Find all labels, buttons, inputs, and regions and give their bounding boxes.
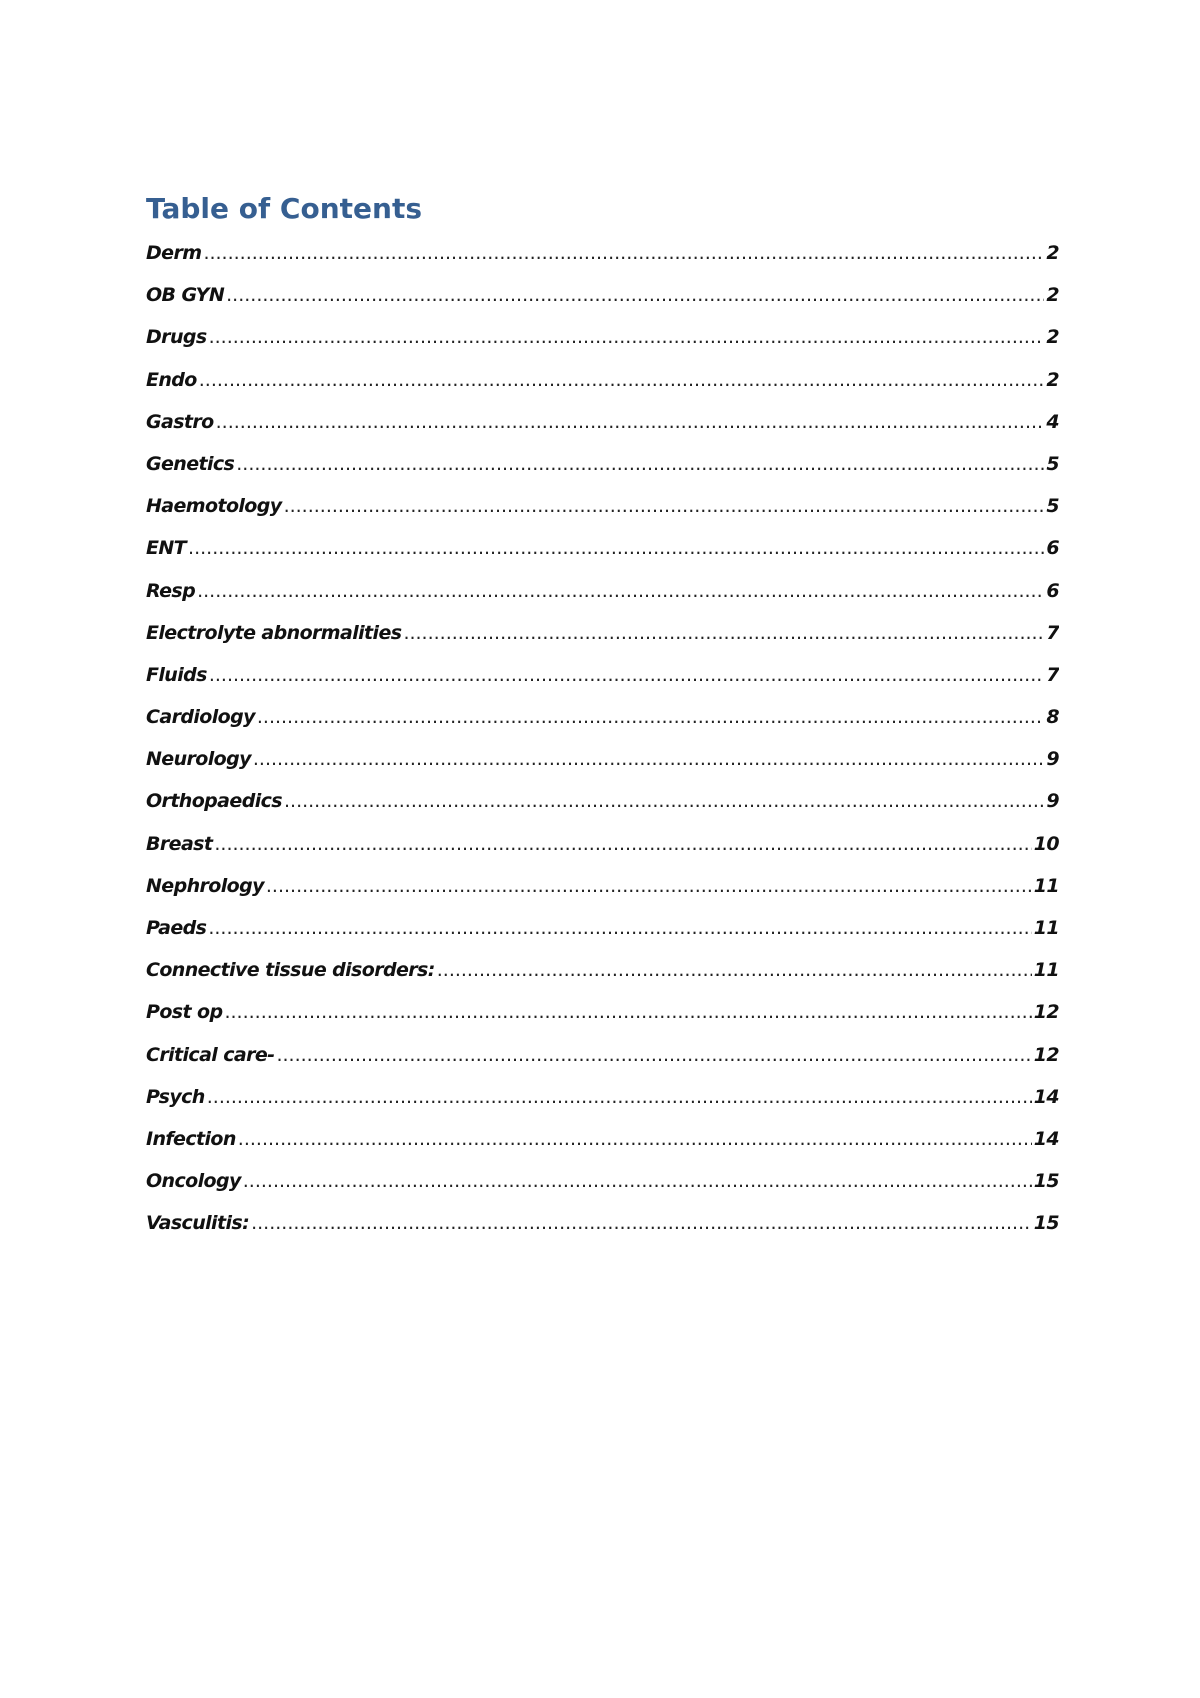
toc-entry-nephrology[interactable] xyxy=(146,875,1059,917)
toc-entry-label: Paeds xyxy=(146,917,207,939)
toc-entry-label: Oncology xyxy=(146,1170,241,1193)
toc-page-number: 2 xyxy=(1046,368,1059,391)
toc-entry-infection[interactable] xyxy=(146,1128,1059,1170)
toc-entry-genetics[interactable] xyxy=(146,453,1059,495)
toc-entry-label: Endo xyxy=(146,368,197,391)
toc-page-number: 11 xyxy=(1033,959,1059,982)
toc-dot-leader xyxy=(197,580,1044,602)
toc-dot-leader xyxy=(203,242,1044,264)
toc-page-number: 14 xyxy=(1033,1127,1059,1150)
toc-entry-label: ENT xyxy=(146,537,187,560)
toc-page-number: 6 xyxy=(1046,579,1059,602)
toc-entry-label: Drugs xyxy=(146,326,207,349)
toc-entry-label: OB GYN xyxy=(146,284,225,307)
toc-entry-breast[interactable] xyxy=(146,833,1059,875)
toc-entry-label: Psych xyxy=(146,1085,205,1108)
toc-entry-gastro[interactable] xyxy=(146,411,1059,453)
toc-entry-label: Genetics xyxy=(146,452,235,475)
toc-dot-leader xyxy=(403,622,1044,644)
toc-dot-leader xyxy=(188,537,1044,559)
toc-dot-leader xyxy=(199,369,1045,391)
toc-entry-label: Connective tissue disorders: xyxy=(146,959,435,982)
toc-page-number: 12 xyxy=(1033,1043,1059,1066)
toc-dot-leader xyxy=(208,917,1031,939)
toc-dot-leader xyxy=(207,1086,1032,1108)
toc-entry-label: Vasculitis: xyxy=(146,1212,250,1235)
toc-entry-label: Infection xyxy=(146,1127,236,1150)
toc-page-number: 4 xyxy=(1046,410,1059,433)
toc-dot-leader xyxy=(284,790,1044,812)
toc-entry-orthopaedics[interactable] xyxy=(146,790,1059,832)
toc-entry-label: Breast xyxy=(146,832,213,855)
toc-page-number: 7 xyxy=(1046,663,1059,686)
toc-dot-leader xyxy=(226,284,1044,306)
toc-entry-label: Nephrology xyxy=(146,874,264,897)
toc-entry-label: Orthopaedics xyxy=(146,790,282,813)
toc-entry-label: Fluids xyxy=(146,663,207,686)
toc-dot-leader xyxy=(209,326,1045,348)
toc-page-number: 9 xyxy=(1046,790,1059,813)
toc-entry-label: Critical care- xyxy=(146,1043,275,1066)
toc-page-number: 11 xyxy=(1033,874,1059,897)
toc-page-number: 12 xyxy=(1033,1001,1059,1024)
toc-entry-ob-gyn[interactable] xyxy=(146,284,1059,326)
toc-entry-derm[interactable] xyxy=(146,242,1059,284)
toc-dot-leader xyxy=(266,875,1032,897)
toc-dot-leader xyxy=(214,833,1031,855)
toc-list xyxy=(146,242,1059,1255)
toc-page-number: 9 xyxy=(1046,748,1059,771)
toc-entry-resp[interactable] xyxy=(146,580,1059,622)
toc-page-number: 5 xyxy=(1046,452,1059,475)
toc-entry-label: Neurology xyxy=(146,748,251,771)
toc-dot-leader xyxy=(284,495,1045,517)
toc-page-number: 7 xyxy=(1046,621,1059,644)
toc-page-number: 6 xyxy=(1046,537,1059,560)
toc-entry-label: Post op xyxy=(146,1001,223,1024)
toc-dot-leader xyxy=(238,1128,1032,1150)
toc-page-number: 5 xyxy=(1046,495,1059,518)
toc-entry-critical-care[interactable] xyxy=(146,1044,1059,1086)
toc-page-number: 2 xyxy=(1046,326,1059,349)
toc-entry-endo[interactable] xyxy=(146,369,1059,411)
toc-dot-leader xyxy=(276,1044,1031,1066)
toc-page-number: 2 xyxy=(1046,242,1059,264)
toc-entry-label: Derm xyxy=(146,242,202,264)
toc-entry-ent[interactable] xyxy=(146,537,1059,579)
toc-entry-connective-tissue-disorders[interactable] xyxy=(146,959,1059,1001)
toc-entry-oncology[interactable] xyxy=(146,1170,1059,1212)
toc-page-number: 10 xyxy=(1033,832,1059,855)
toc-dot-leader xyxy=(224,1001,1031,1023)
toc-entry-electrolyte-abnormalities[interactable] xyxy=(146,622,1059,664)
toc-entry-label: Resp xyxy=(146,579,196,602)
toc-entry-label: Electrolyte abnormalities xyxy=(146,621,402,644)
toc-dot-leader xyxy=(236,453,1044,475)
toc-entry-drugs[interactable] xyxy=(146,326,1059,368)
toc-dot-leader xyxy=(253,748,1044,770)
toc-entry-vasculitis[interactable] xyxy=(146,1212,1059,1254)
toc-entry-psych[interactable] xyxy=(146,1086,1059,1128)
toc-dot-leader xyxy=(257,706,1045,728)
toc-page-number: 15 xyxy=(1033,1170,1059,1193)
toc-page-number: 2 xyxy=(1046,284,1059,307)
toc-page-number: 15 xyxy=(1033,1212,1059,1235)
toc-page-number: 11 xyxy=(1033,917,1059,939)
toc-page-number: 14 xyxy=(1033,1085,1059,1108)
toc-dot-leader xyxy=(437,959,1032,981)
toc-entry-post-op[interactable] xyxy=(146,1001,1059,1043)
toc-entry-label: Gastro xyxy=(146,410,214,433)
toc-entry-haemotology[interactable] xyxy=(146,495,1059,537)
toc-entry-label: Haemotology xyxy=(146,495,282,518)
toc-dot-leader xyxy=(251,1212,1032,1234)
toc-entry-fluids[interactable] xyxy=(146,664,1059,706)
toc-title: Table of Contents xyxy=(146,192,423,225)
toc-entry-paeds[interactable] xyxy=(146,917,1059,959)
toc-dot-leader xyxy=(243,1170,1032,1192)
toc-entry-neurology[interactable] xyxy=(146,748,1059,790)
toc-dot-leader xyxy=(209,664,1045,686)
toc-entry-cardiology[interactable] xyxy=(146,706,1059,748)
toc-entry-label: Cardiology xyxy=(146,706,255,729)
toc-page-number: 8 xyxy=(1046,706,1059,729)
toc-dot-leader xyxy=(216,411,1045,433)
